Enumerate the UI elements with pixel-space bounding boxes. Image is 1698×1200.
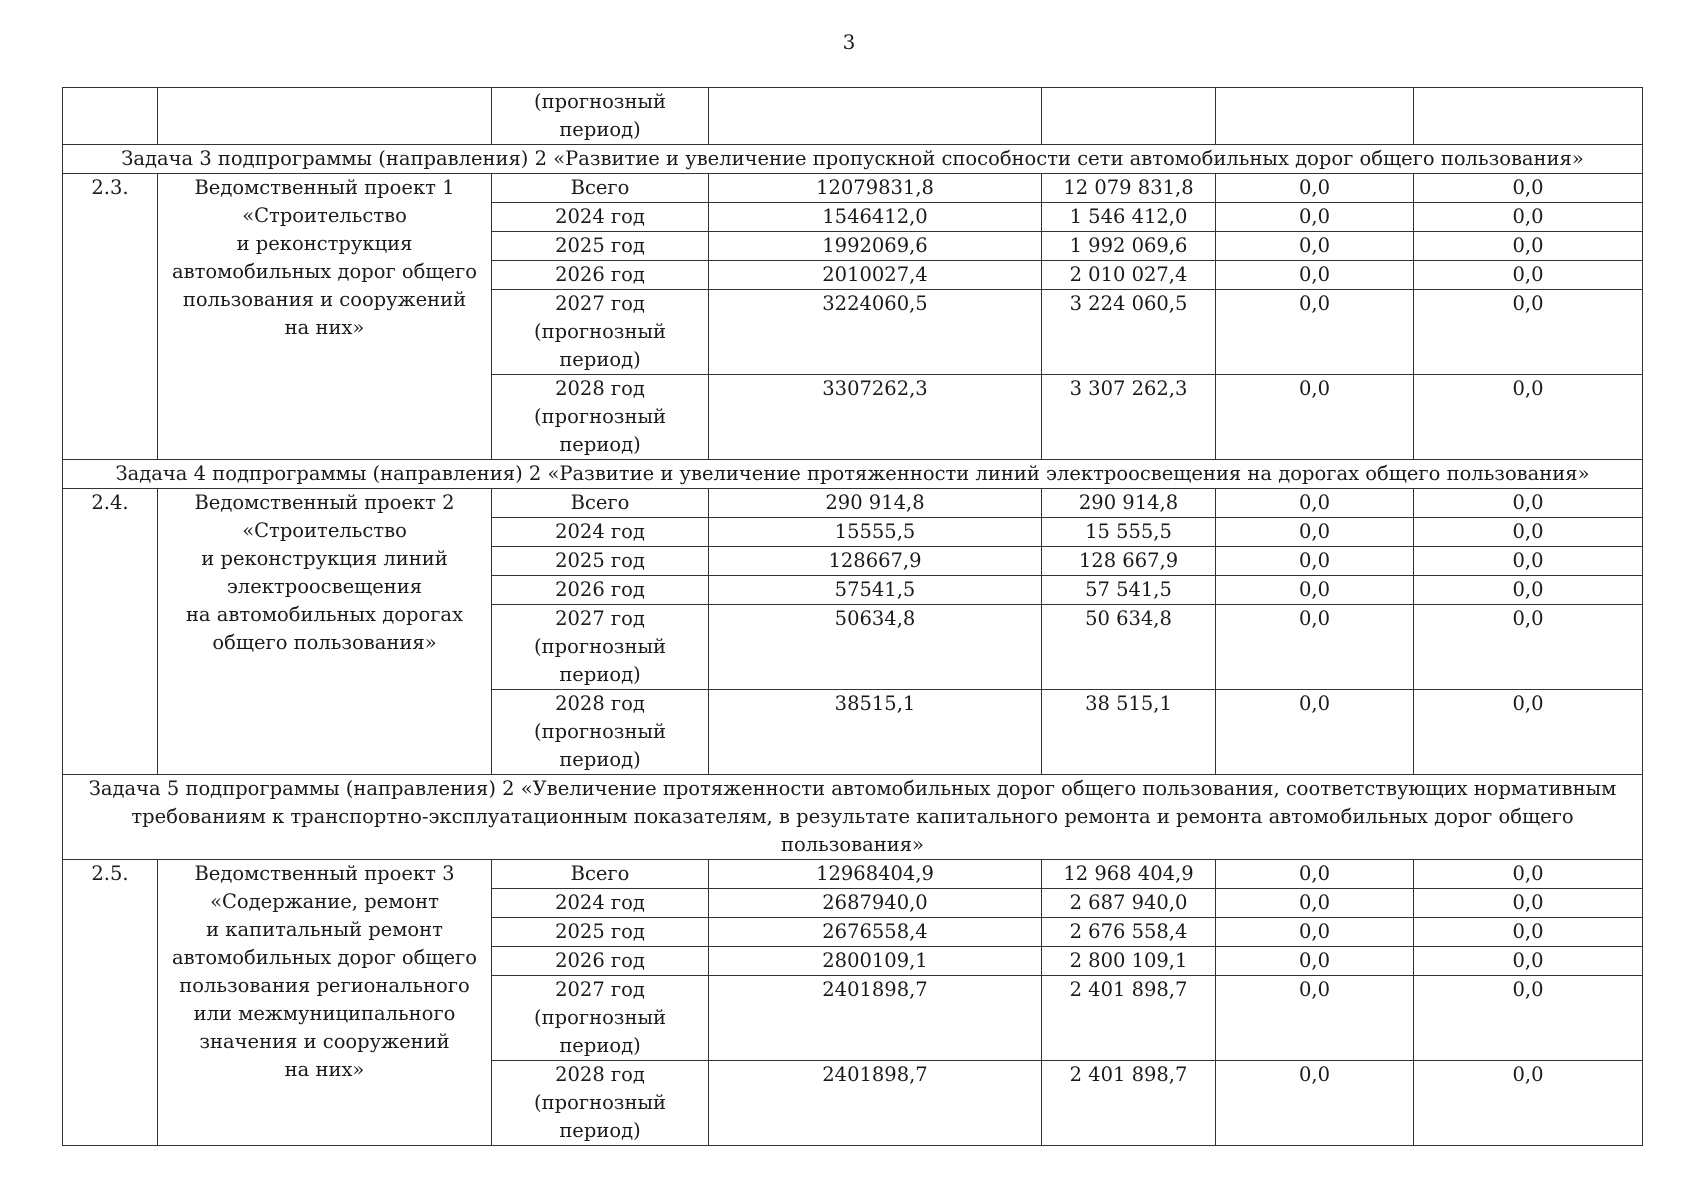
source-2-value-cell: 0,0: [1216, 375, 1414, 460]
project-name: Ведомственный проект 1 «Строительство и реконструкция автомобильных дорог общего пользования и сооружений на них»: [158, 174, 492, 460]
source-3-value-cell: 0,0: [1414, 290, 1643, 375]
total-value-cell: 15555,5: [709, 518, 1042, 547]
source-1-value-cell: 128 667,9: [1042, 547, 1216, 576]
period-cell: 2025 год: [492, 232, 709, 261]
source-1-value-cell: 2 800 109,1: [1042, 947, 1216, 976]
period-cell: Всего: [492, 489, 709, 518]
page-number: 3: [842, 30, 856, 54]
period-cell: 2024 год: [492, 203, 709, 232]
source-1-value-cell: 15 555,5: [1042, 518, 1216, 547]
source-2-value-cell: 0,0: [1216, 918, 1414, 947]
period-cell: 2026 год: [492, 576, 709, 605]
total-value-cell: 12968404,9: [709, 860, 1042, 889]
funding-table: [62, 87, 1643, 1146]
source-2-value-cell: 0,0: [1216, 174, 1414, 203]
total-value-cell: 2401898,7: [709, 976, 1042, 1061]
source-3-value-cell: 0,0: [1414, 375, 1643, 460]
source-3-value-cell: 0,0: [1414, 690, 1643, 775]
continuation-row: [63, 88, 1643, 145]
source-3-value-cell: 0,0: [1414, 918, 1643, 947]
total-value-cell: 38515,1: [709, 690, 1042, 775]
source-3-value-cell: 0,0: [1414, 489, 1643, 518]
name-cell: [158, 88, 492, 145]
table-row: [63, 174, 1643, 203]
value-cell: [1216, 88, 1414, 145]
period-cell: 2024 год: [492, 889, 709, 918]
source-2-value-cell: 0,0: [1216, 489, 1414, 518]
total-value-cell: 2800109,1: [709, 947, 1042, 976]
task-header: Задача 3 подпрограммы (направления) 2 «Развитие и увеличение пропускной способности сети автомобильных дорог общего пользования»: [63, 145, 1643, 174]
source-2-value-cell: 0,0: [1216, 547, 1414, 576]
source-2-value-cell: 0,0: [1216, 976, 1414, 1061]
source-2-value-cell: 0,0: [1216, 605, 1414, 690]
total-value-cell: 50634,8: [709, 605, 1042, 690]
period-cell: 2026 год: [492, 261, 709, 290]
value-cell: [709, 88, 1042, 145]
total-value-cell: 57541,5: [709, 576, 1042, 605]
period-cell: Всего: [492, 174, 709, 203]
source-3-value-cell: 0,0: [1414, 232, 1643, 261]
period-cell: 2028 год (прогнозный период): [492, 1061, 709, 1146]
source-1-value-cell: 57 541,5: [1042, 576, 1216, 605]
source-3-value-cell: 0,0: [1414, 518, 1643, 547]
item-number: 2.3.: [63, 174, 158, 460]
source-3-value-cell: 0,0: [1414, 576, 1643, 605]
source-1-value-cell: 290 914,8: [1042, 489, 1216, 518]
source-1-value-cell: 1 992 069,6: [1042, 232, 1216, 261]
total-value-cell: 1992069,6: [709, 232, 1042, 261]
source-1-value-cell: 12 968 404,9: [1042, 860, 1216, 889]
period-cell: 2027 год (прогнозный период): [492, 605, 709, 690]
source-2-value-cell: 0,0: [1216, 232, 1414, 261]
num-cell: [63, 88, 158, 145]
source-3-value-cell: 0,0: [1414, 547, 1643, 576]
period-cell: 2024 год: [492, 518, 709, 547]
source-2-value-cell: 0,0: [1216, 518, 1414, 547]
total-value-cell: 2010027,4: [709, 261, 1042, 290]
source-1-value-cell: 2 401 898,7: [1042, 976, 1216, 1061]
total-value-cell: 2687940,0: [709, 889, 1042, 918]
total-value-cell: 12079831,8: [709, 174, 1042, 203]
source-3-value-cell: 0,0: [1414, 203, 1643, 232]
total-value-cell: 290 914,8: [709, 489, 1042, 518]
table-row: [63, 489, 1643, 518]
task-header: Задача 4 подпрограммы (направления) 2 «Развитие и увеличение протяженности линий электроосвещения на дорогах общего пользования»: [63, 460, 1643, 489]
task-header-row: [63, 775, 1643, 860]
source-2-value-cell: 0,0: [1216, 860, 1414, 889]
period-cell: 2025 год: [492, 918, 709, 947]
source-2-value-cell: 0,0: [1216, 889, 1414, 918]
source-2-value-cell: 0,0: [1216, 947, 1414, 976]
task-header-row: [63, 460, 1643, 489]
source-3-value-cell: 0,0: [1414, 889, 1643, 918]
project-name: Ведомственный проект 3 «Содержание, ремонт и капитальный ремонт автомобильных дорог общего пользования регионального или межмуниципального значения и сооружений на них»: [158, 860, 492, 1146]
source-3-value-cell: 0,0: [1414, 605, 1643, 690]
source-1-value-cell: 2 687 940,0: [1042, 889, 1216, 918]
total-value-cell: 128667,9: [709, 547, 1042, 576]
source-2-value-cell: 0,0: [1216, 690, 1414, 775]
table-row: [63, 860, 1643, 889]
source-3-value-cell: 0,0: [1414, 947, 1643, 976]
item-number: 2.5.: [63, 860, 158, 1146]
source-3-value-cell: 0,0: [1414, 1061, 1643, 1146]
total-value-cell: 3307262,3: [709, 375, 1042, 460]
project-name: Ведомственный проект 2 «Строительство и реконструкция линий электроосвещения на автомобильных дорогах общего пользования»: [158, 489, 492, 775]
source-3-value-cell: 0,0: [1414, 976, 1643, 1061]
period-cell: 2028 год (прогнозный период): [492, 375, 709, 460]
source-1-value-cell: 50 634,8: [1042, 605, 1216, 690]
task-header: Задача 5 подпрограммы (направления) 2 «Увеличение протяженности автомобильных дорог общего пользования, соответствующих нормативным требованиям к транспортно-эксплуатационным показателям, в результате капитального ремонта и ремонта автомобильных дорог общего пользования»: [63, 775, 1643, 860]
total-value-cell: 2401898,7: [709, 1061, 1042, 1146]
period-cell: 2025 год: [492, 547, 709, 576]
value-cell: [1042, 88, 1216, 145]
total-value-cell: 2676558,4: [709, 918, 1042, 947]
source-2-value-cell: 0,0: [1216, 1061, 1414, 1146]
source-1-value-cell: 1 546 412,0: [1042, 203, 1216, 232]
task-header-row: [63, 145, 1643, 174]
period-cell: 2028 год (прогнозный период): [492, 690, 709, 775]
total-value-cell: 1546412,0: [709, 203, 1042, 232]
source-3-value-cell: 0,0: [1414, 174, 1643, 203]
source-2-value-cell: 0,0: [1216, 261, 1414, 290]
value-cell: [1414, 88, 1643, 145]
period-cell: 2026 год: [492, 947, 709, 976]
period-cell: (прогнозный период): [492, 88, 709, 145]
period-cell: Всего: [492, 860, 709, 889]
period-cell: 2027 год (прогнозный период): [492, 976, 709, 1061]
source-2-value-cell: 0,0: [1216, 576, 1414, 605]
source-1-value-cell: 38 515,1: [1042, 690, 1216, 775]
source-2-value-cell: 0,0: [1216, 203, 1414, 232]
source-1-value-cell: 2 676 558,4: [1042, 918, 1216, 947]
source-1-value-cell: 12 079 831,8: [1042, 174, 1216, 203]
source-3-value-cell: 0,0: [1414, 261, 1643, 290]
total-value-cell: 3224060,5: [709, 290, 1042, 375]
source-3-value-cell: 0,0: [1414, 860, 1643, 889]
source-1-value-cell: 2 010 027,4: [1042, 261, 1216, 290]
period-cell: 2027 год (прогнозный период): [492, 290, 709, 375]
item-number: 2.4.: [63, 489, 158, 775]
source-1-value-cell: 3 224 060,5: [1042, 290, 1216, 375]
source-1-value-cell: 2 401 898,7: [1042, 1061, 1216, 1146]
source-2-value-cell: 0,0: [1216, 290, 1414, 375]
source-1-value-cell: 3 307 262,3: [1042, 375, 1216, 460]
